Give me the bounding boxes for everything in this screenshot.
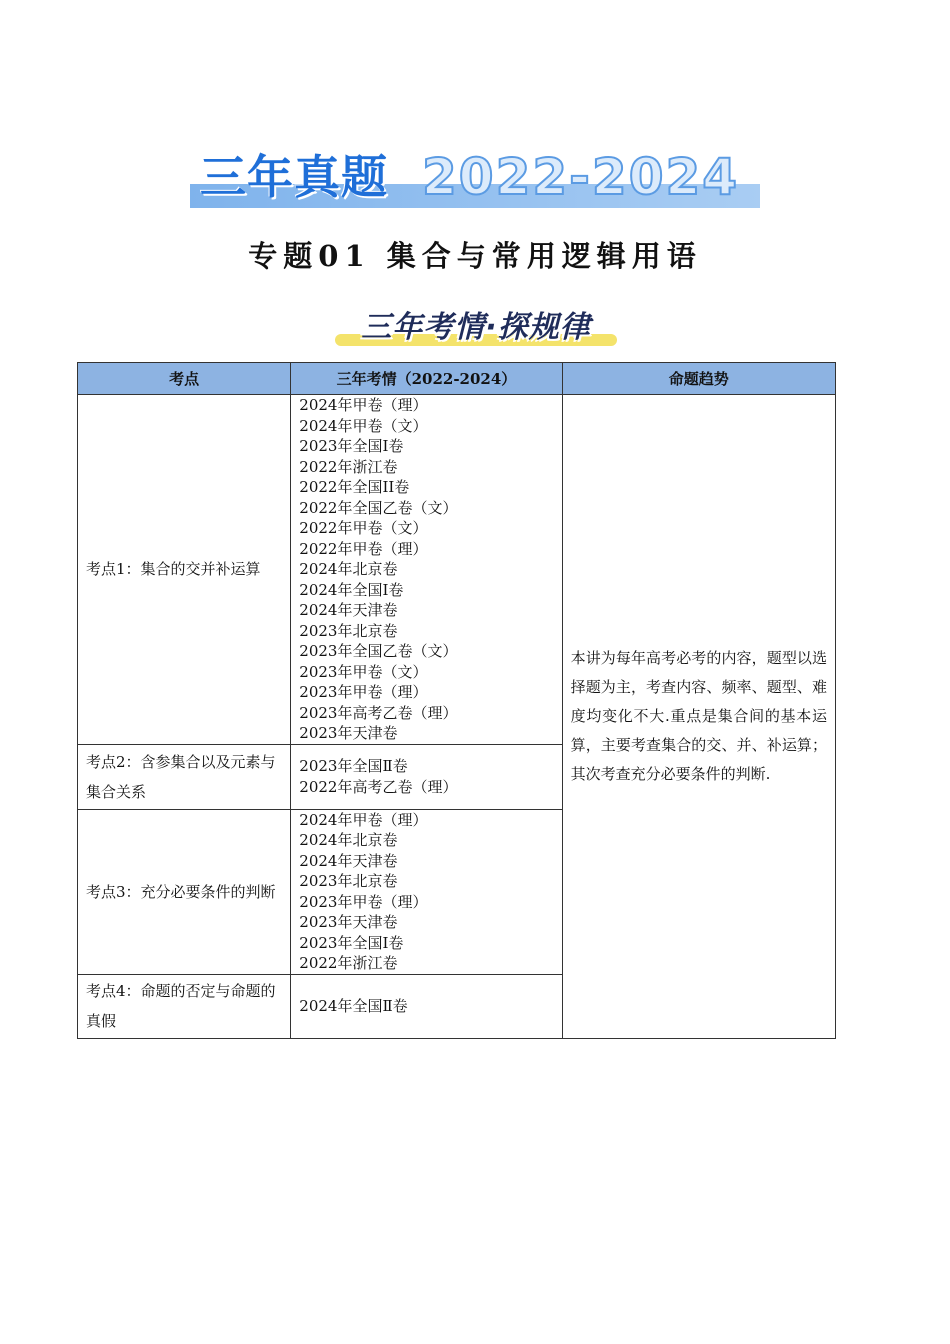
- exam-item: 2023年全国Ⅰ卷: [299, 437, 404, 455]
- exam-item: 2023年甲卷（文）: [299, 662, 428, 681]
- section-badge-text: 三年考情·探规律: [361, 310, 591, 345]
- exam-list: [299, 810, 553, 974]
- exam-item: 2022年全国ⅠⅠ卷: [299, 478, 410, 496]
- header-trend: 命题趋势: [562, 363, 835, 395]
- exam-cell: [291, 744, 562, 809]
- exam-item: 2023年北京卷: [299, 621, 398, 640]
- exam-cell: [291, 974, 562, 1038]
- exam-item: 2023年全国Ⅱ卷: [299, 757, 408, 775]
- section-badge: [331, 308, 621, 348]
- exam-item: 2024年天津卷: [299, 601, 398, 619]
- exam-item: 2023年高考乙卷（理）: [299, 703, 458, 722]
- exam-item: 2024年甲卷（理）: [299, 810, 428, 829]
- exam-item: 2023年甲卷（理）: [299, 892, 428, 911]
- exam-item: 2023年天津卷: [299, 724, 398, 742]
- document-title: 专题01 集合与常用逻辑用语: [248, 239, 702, 273]
- exam-item: 2024年北京卷: [299, 831, 398, 849]
- exam-item: 2024年全国Ⅱ卷: [299, 996, 408, 1015]
- trend-cell: 本讲为每年高考必考的内容，题型以选择题为主，考查内容、频率、题型、难度均变化不大.重点是集合间的基本运算，主要考查集合的交、并、补运算；其次考查充分必要条件的判断.: [562, 395, 835, 1039]
- exam-item: 2022年甲卷（理）: [299, 539, 428, 558]
- point-cell: 考点4：命题的否定与命题的真假: [78, 974, 291, 1038]
- exam-item: 2023年全国Ⅰ卷: [299, 933, 404, 952]
- header-point: 考点: [78, 363, 291, 395]
- point-cell: 考点1：集合的交并补运算: [78, 395, 291, 745]
- exam-item: 2022年浙江卷: [299, 457, 398, 476]
- exam-item: 2024年天津卷: [299, 851, 398, 870]
- exam-item: 2024年甲卷（理）: [299, 396, 428, 414]
- exam-item: 2024年全国Ⅰ卷: [299, 580, 404, 599]
- banner-years-text: 2022-2024: [422, 148, 740, 206]
- exam-item: 2023年全国乙卷（文）: [299, 642, 458, 660]
- exam-item: 2023年天津卷: [299, 913, 398, 931]
- exam-list: [299, 996, 553, 1017]
- point-cell: 考点2：含参集合以及元素与集合关系: [78, 744, 291, 809]
- table-row: [78, 395, 836, 745]
- exam-analysis-table: [77, 362, 836, 1039]
- exam-list: [299, 756, 553, 797]
- header-exams: 三年考情（2022-2024）: [291, 363, 562, 395]
- exam-item: 2022年浙江卷: [299, 954, 398, 972]
- exam-cell: [291, 809, 562, 974]
- exam-item: 2022年甲卷（文）: [299, 519, 428, 537]
- point-cell: 考点3：充分必要条件的判断: [78, 809, 291, 974]
- exam-item: 2024年甲卷（文）: [299, 416, 428, 435]
- banner: [190, 146, 760, 210]
- banner-main-text: 三年真题: [200, 150, 388, 204]
- exam-item: 2024年北京卷: [299, 560, 398, 578]
- exam-item: 2023年甲卷（理）: [299, 683, 428, 701]
- exam-item: 2022年高考乙卷（理）: [299, 777, 458, 796]
- exam-item: 2022年全国乙卷（文）: [299, 498, 458, 517]
- exam-cell: [291, 395, 562, 745]
- exam-item: 2023年北京卷: [299, 872, 398, 890]
- table-header-row: [78, 363, 836, 395]
- exam-list: [299, 395, 553, 744]
